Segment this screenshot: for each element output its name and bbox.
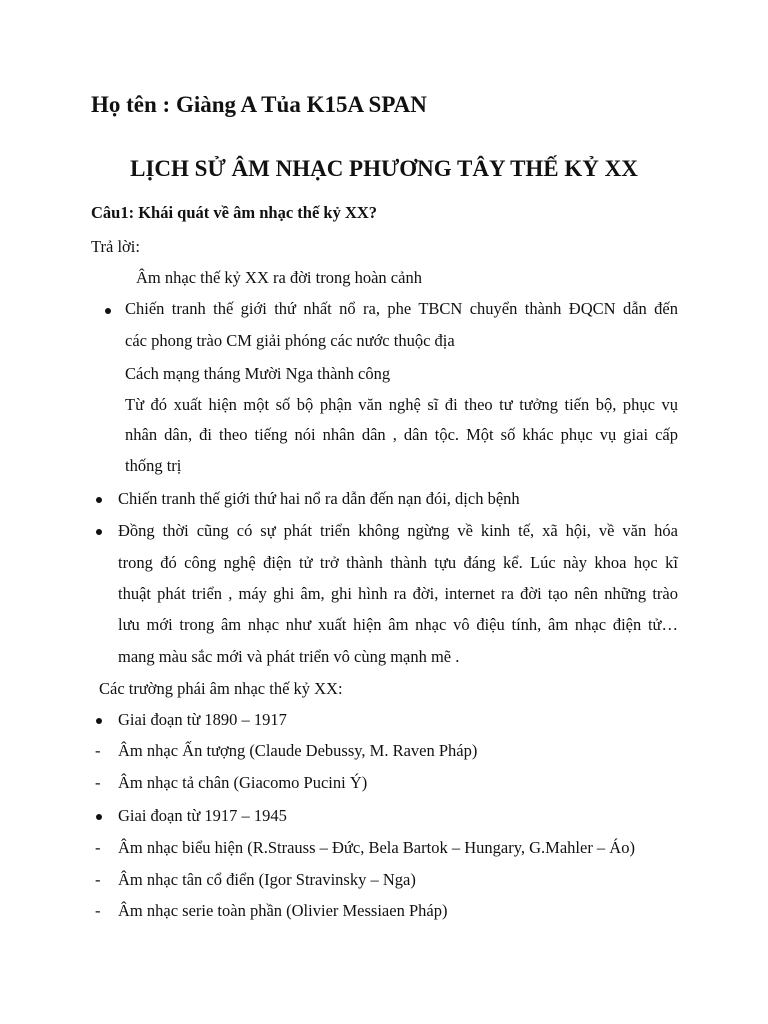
dash-marker: -	[95, 838, 101, 857]
bullet-marker	[105, 308, 111, 314]
context-item-1-line-6: thống trị	[125, 456, 182, 475]
context-item-3-line-1: Đồng thời cũng có sự phát triển không ngừng về kinh tế, xã hội, về văn hóa	[118, 521, 678, 540]
dash-marker: -	[95, 870, 101, 889]
period-1-item-1: Âm nhạc Ấn tượng (Claude Debussy, M. Raven Pháp)	[118, 741, 478, 760]
schools-heading: Các trường phái âm nhạc thế kỷ XX:	[99, 679, 343, 698]
context-item-3-line-2: trong đó công nghệ điện tử trở thành thành tựu đáng kể. Lúc này khoa học kĩ	[118, 553, 678, 572]
period-2-item-3: Âm nhạc serie toàn phần (Olivier Messiaen Pháp)	[118, 901, 448, 920]
context-item-1-line-1: Chiến tranh thế giới thứ nhất nổ ra, phe TBCN chuyển thành ĐQCN dẫn đến	[125, 299, 678, 318]
bullet-marker	[96, 718, 102, 724]
context-item-1-line-3: Cách mạng tháng Mười Nga thành công	[125, 364, 391, 383]
question-heading: Câu1: Khái quát về âm nhạc thế kỷ XX?	[91, 203, 378, 222]
context-item-1-line-5: nhân dân, đi theo tiếng nói nhân dân , dân tộc. Một số khác phục vụ giai cấp	[125, 425, 678, 444]
bullet-marker	[96, 529, 102, 535]
document-title: LỊCH SỬ ÂM NHẠC PHƯƠNG TÂY THẾ KỶ XX	[130, 156, 638, 181]
answer-label: Trả lời:	[91, 237, 140, 256]
context-item-2-line-1: Chiến tranh thế giới thứ hai nổ ra dẫn đến nạn đói, dịch bệnh	[118, 489, 520, 508]
bullet-marker	[96, 497, 102, 503]
dash-marker: -	[95, 773, 101, 792]
context-item-1-line-2: các phong trào CM giải phóng các nước thuộc địa	[125, 331, 455, 350]
bullet-marker	[96, 814, 102, 820]
context-intro: Âm nhạc thế kỷ XX ra đời trong hoàn cảnh	[136, 268, 422, 287]
dash-marker: -	[95, 741, 101, 760]
context-item-1-line-4: Từ đó xuất hiện một số bộ phận văn nghệ sĩ đi theo tư tưởng tiến bộ, phục vụ	[125, 395, 678, 414]
period-1-item-2: Âm nhạc tả chân (Giacomo Pucini Ý)	[118, 773, 368, 792]
student-name-line: Họ tên : Giàng A Tủa K15A SPAN	[91, 92, 427, 117]
period-2-label: Giai đoạn từ 1917 – 1945	[118, 806, 287, 825]
context-item-3-line-4: lưu mới trong âm nhạc như xuất hiện âm nhạc vô điệu tính, âm nhạc điện tử…	[118, 615, 678, 634]
dash-marker: -	[95, 901, 101, 920]
period-1-label: Giai đoạn từ 1890 – 1917	[118, 710, 287, 729]
context-item-3-line-3: thuật phát triển , máy ghi âm, ghi hình ra đời, internet ra đời tạo nên những trào	[118, 584, 678, 603]
context-item-3-line-5: mang màu sắc mới và phát triển vô cùng mạnh mẽ .	[118, 647, 460, 666]
period-2-item-2: Âm nhạc tân cổ điển (Igor Stravinsky – Nga)	[118, 870, 416, 889]
period-2-item-1: Âm nhạc biểu hiện (R.Strauss – Đức, Bela Bartok – Hungary, G.Mahler – Áo)	[118, 838, 635, 857]
